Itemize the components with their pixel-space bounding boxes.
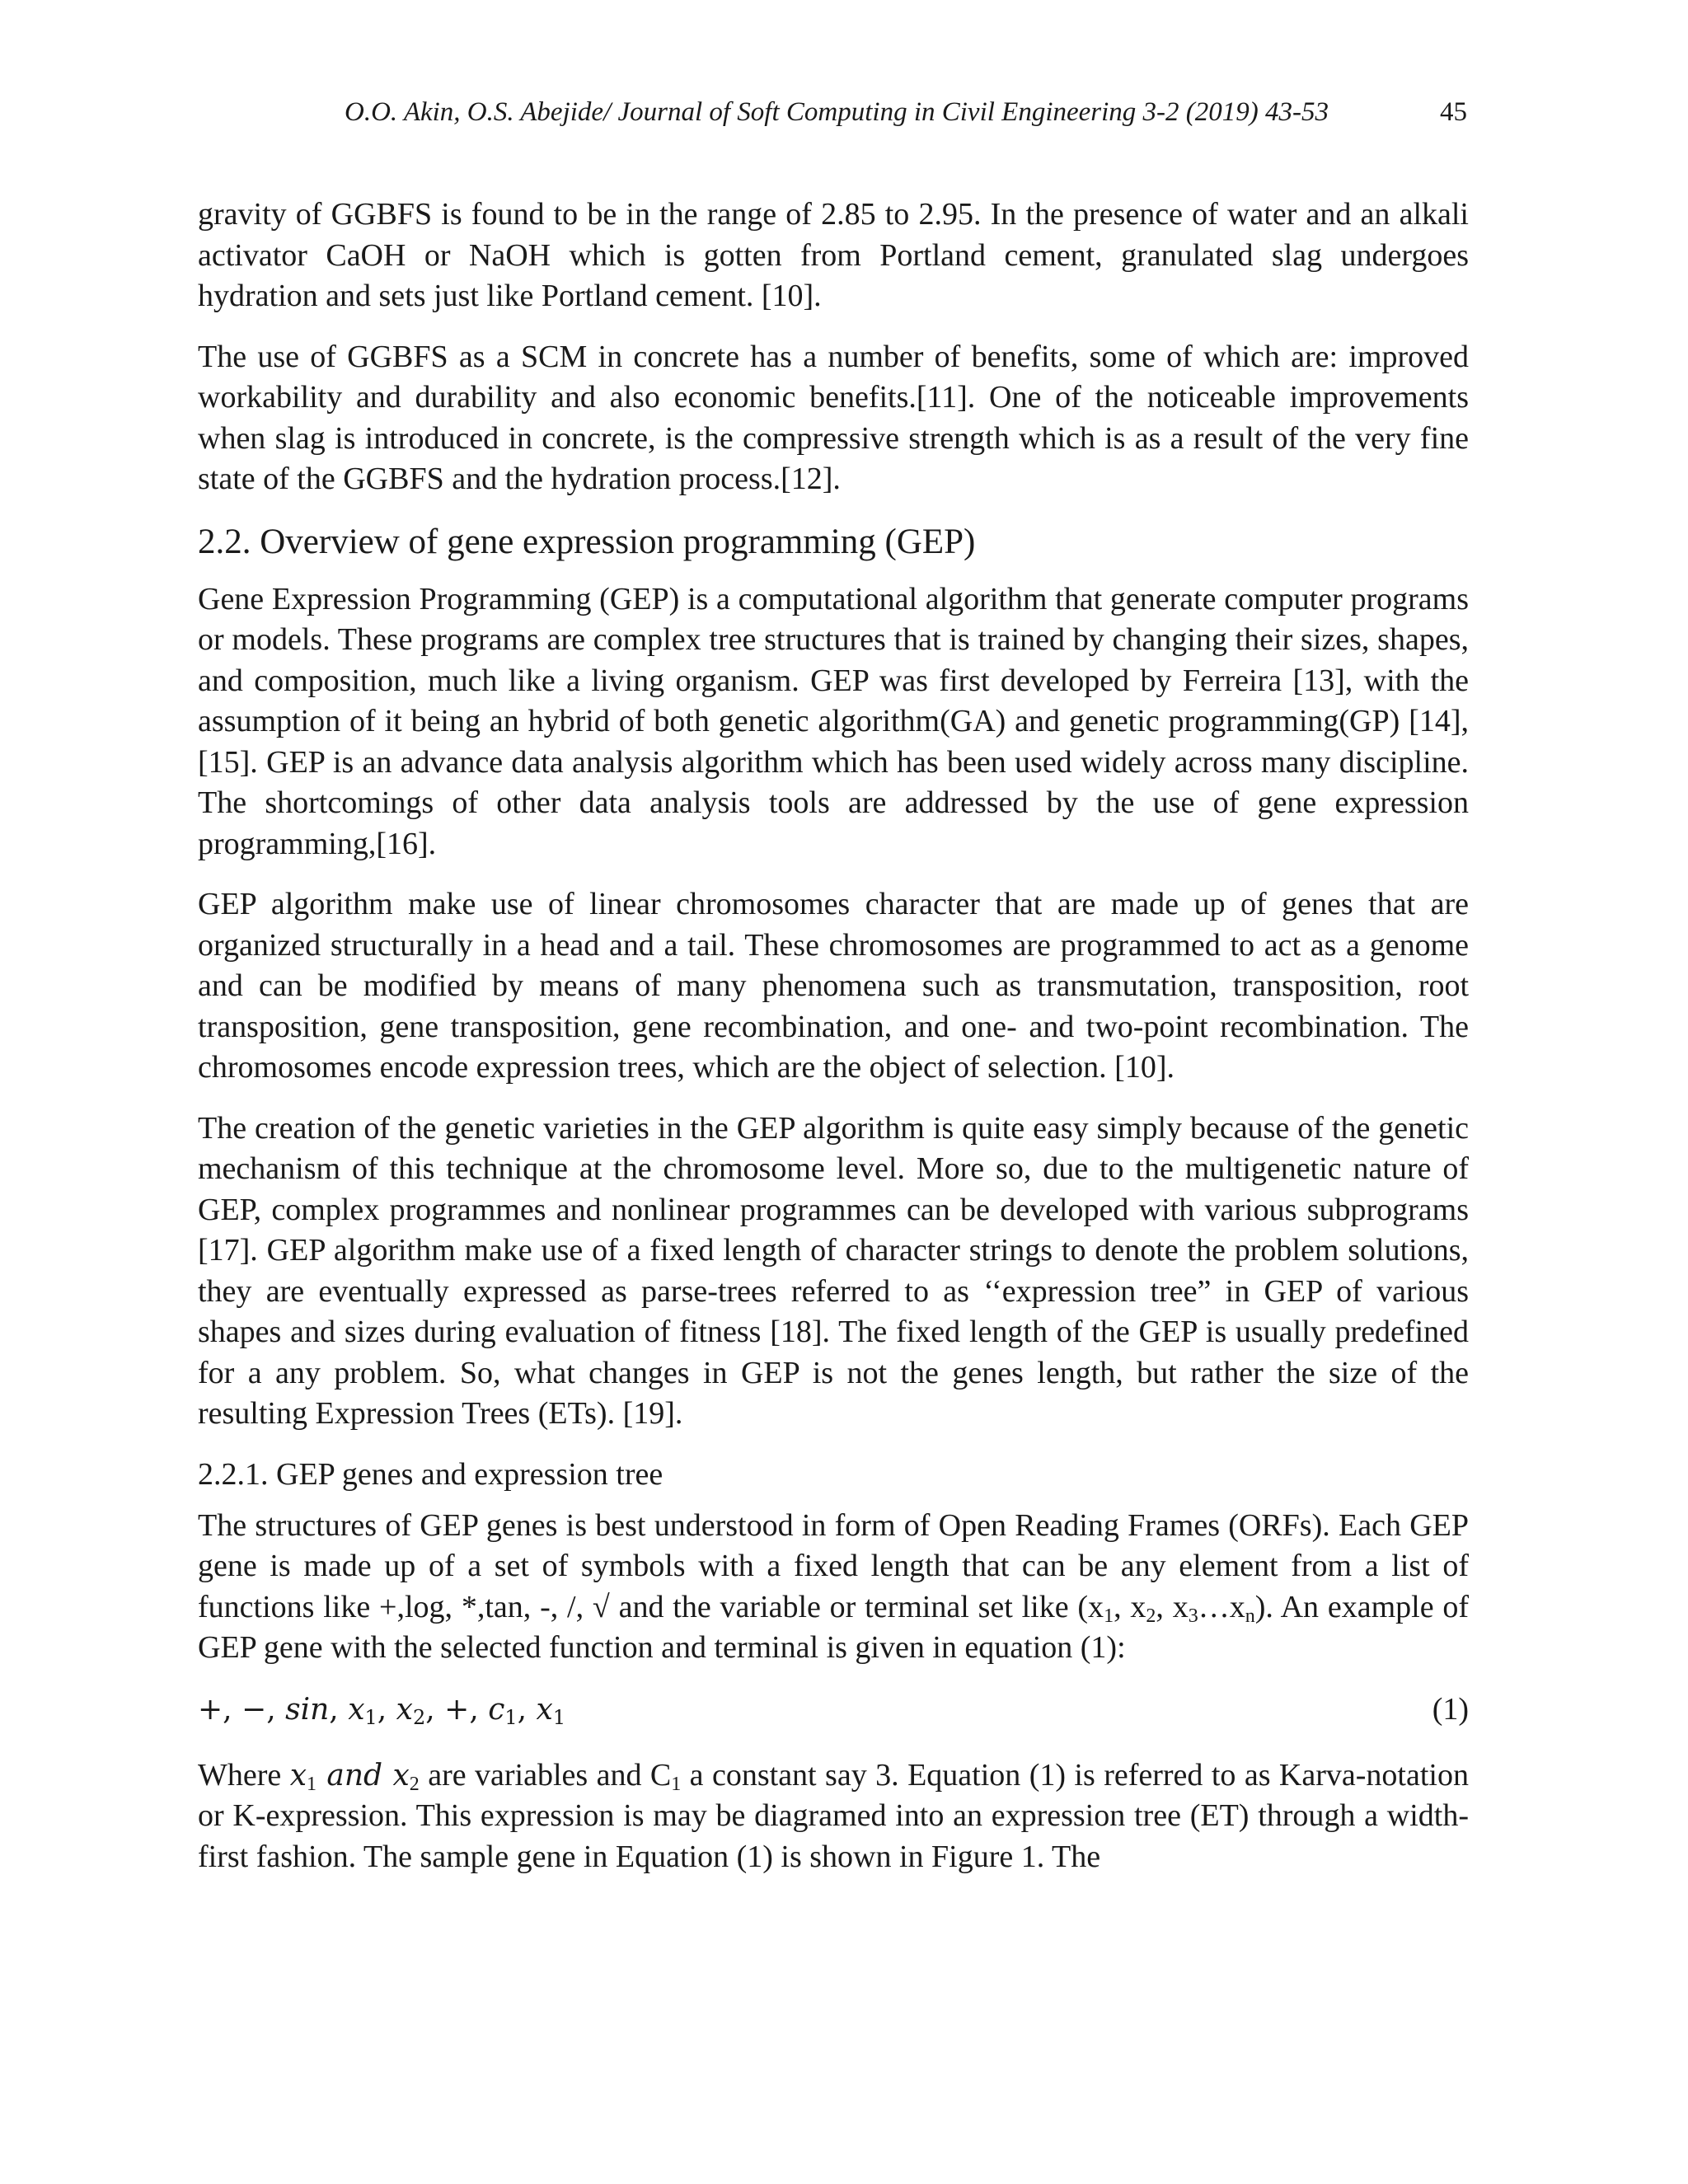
text-segment: ). An example of GEP gene with the selected function and terminal is given in equation (1):	[198, 1589, 1470, 1665]
math-x: x	[392, 1758, 410, 1793]
paragraph-gep-intro: Gene Expression Programming (GEP) is a computational algorithm that generate computer programs or models. These programs are complex tree structures that is trained by changing their sizes, shapes, and composition, much like a living organism. GEP was first developed by Ferreira [13], with the assumption of it being an hybrid of both genetic algorithm(GA) and genetic programming(GP) [14], [15]. GEP is an advance data analysis algorithm which has been used widely across many discipline. The shortcomings of other data analysis tools are addressed by the use of gene expression programming,[16].	[198, 581, 1469, 861]
section-heading-2-2: 2.2. Overview of gene expression programming (GEP)	[198, 522, 976, 561]
text-segment: , x	[1156, 1589, 1189, 1624]
subscript: 1	[1104, 1605, 1114, 1627]
subscript: n	[1245, 1605, 1255, 1627]
text-segment: , x	[1114, 1589, 1146, 1624]
eq-subscript: 1	[504, 1705, 518, 1729]
paragraph-gep-genes	[198, 1506, 1469, 1669]
page-number: 45	[1440, 97, 1467, 127]
equation-expression	[198, 1690, 565, 1731]
equation-1	[198, 1689, 1469, 1731]
eq-x: x	[536, 1692, 553, 1727]
paragraph-gep-chromosomes: GEP algorithm make use of linear chromosomes character that are made up of genes that are organized structurally in a head and a tail. These chromosomes are programmed to act as a genome and can be modified by means of many phenomena such as transmutation, transposition, root transposition, gene transposition, gene recombination, and one- and two-point recombination. The chromosomes encode expression trees, which are the object of selection. [10].	[198, 887, 1469, 1085]
running-head: O.O. Akin, O.S. Abejide/ Journal of Soft Computing in Civil Engineering 3-2 (2019) 43-53	[345, 97, 1329, 127]
paragraph-gep-varieties: The creation of the genetic varieties in the GEP algorithm is quite easy simply because of the genetic mechanism of this technique at the chromosome level. More so, due to the multigenetic nature of GEP, complex programmes and nonlinear programmes can be developed with various subprograms [17]. GEP algorithm make use of a fixed length of character strings to denote the problem solutions, they are eventually expressed as parse-trees referred to as ‘‘expression tree” in GEP of various shapes and sizes during evaluation of fitness [18]. The fixed length of the GEP is usually predefined for a any problem. So, what changes in GEP is not the genes length, but rather the size of the resulting Expression Trees (ETs). [19].	[198, 1110, 1469, 1431]
eq-subscript: 1	[552, 1705, 566, 1729]
eq-separator: ,	[329, 1692, 349, 1727]
eq-operators: +, −,	[198, 1692, 286, 1727]
subscript: 1	[307, 1773, 316, 1795]
text-segment: The structures of GEP genes is best understood in form of Open Reading Frames (ORFs). Each GEP gene is made up of a set of symbols with a fixed length that can be any element from a list of functions like +,log, *,tan, -, /, √ and the variable or terminal set like (x	[198, 1507, 1469, 1624]
eq-separator: ,	[517, 1692, 537, 1727]
text-segment: …x	[1198, 1589, 1245, 1624]
text-segment: Where	[198, 1757, 290, 1793]
math-and: and	[316, 1758, 393, 1793]
subscript: 2	[409, 1773, 420, 1795]
paragraph-ggbfs-benefits: The use of GGBFS as a SCM in concrete has a number of benefits, some of which are: improved workability and durability and also economic benefits.[11]. One of the noticeable improvements when slag is introduced in concrete, is the compressive strength which is as a result of the very fine state of the GGBFS and the hydration process.[12].	[198, 339, 1469, 496]
math-x: x	[289, 1758, 307, 1793]
eq-c: c	[488, 1692, 505, 1727]
eq-subscript: 1	[364, 1705, 377, 1729]
paragraph-karva-notation	[198, 1755, 1469, 1878]
eq-separator: ,	[377, 1692, 396, 1727]
eq-separator: , +,	[425, 1692, 489, 1727]
paragraph-ggbfs-gravity: gravity of GGBFS is found to be in the range of 2.85 to 2.95. In the presence of water and an alkali activator CaOH or NaOH which is gotten from Portland cement, granulated slag undergoes hydration and sets just like Portland cement. [10].	[198, 197, 1469, 313]
text-segment: are variables and C	[419, 1757, 672, 1793]
eq-subscript: 2	[412, 1705, 426, 1729]
subscript: 3	[1188, 1605, 1198, 1627]
eq-x: x	[348, 1692, 365, 1727]
text-segment: a constant say 3. Equation (1) is referred to as Karva-notation or K-expression. This expression is may be diagramed into an expression tree (ET) through a width-first fashion. The sample gene in Equation (1) is shown in Figure 1. The	[198, 1757, 1469, 1874]
subsection-heading-2-2-1: 2.2.1. GEP genes and expression tree	[198, 1456, 663, 1492]
eq-x: x	[396, 1692, 413, 1727]
subscript: 1	[671, 1773, 682, 1795]
subscript: 2	[1146, 1605, 1156, 1627]
equation-number: (1)	[1432, 1691, 1469, 1727]
eq-sin: sin	[285, 1692, 330, 1727]
page-body	[198, 194, 1469, 1897]
